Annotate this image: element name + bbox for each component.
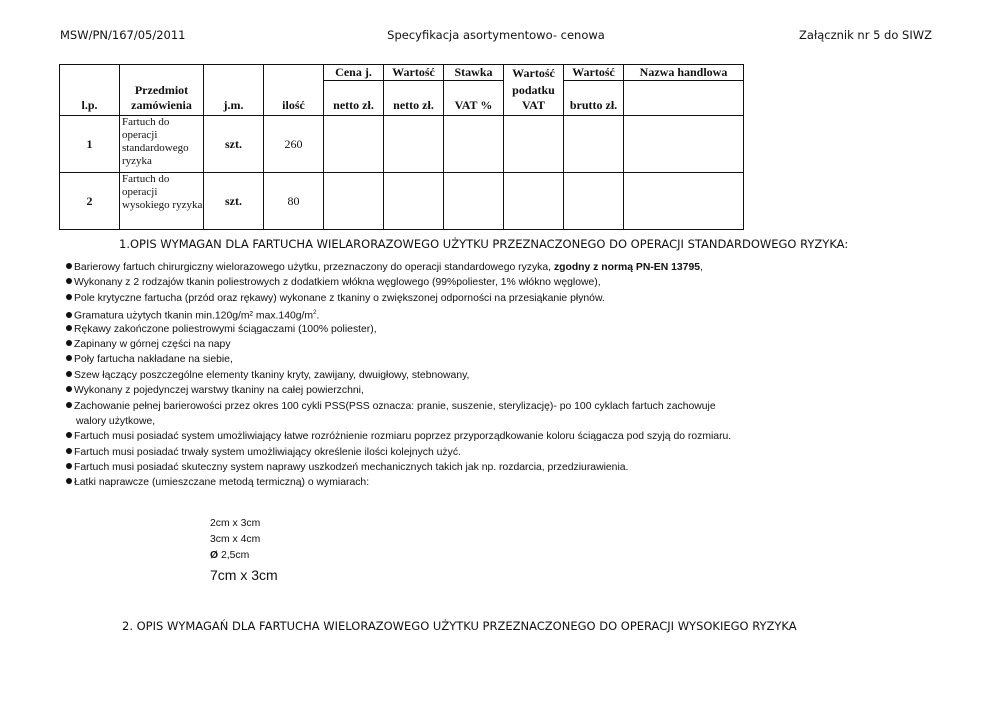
list-item: Szew łączący poszczególne elementy tkaniny kryty, zawijany, dwuigłowy, stebnowany,: [66, 368, 946, 383]
list-item: Gramatura użytych tkanin min.120g/m² $\max.140g/m^2$.: [66, 306, 946, 321]
diameter-icon: Ø: [210, 550, 219, 561]
bullet-icon: [66, 278, 72, 284]
header-vat-value: Wartość: [504, 65, 564, 81]
header-item-top: [120, 65, 204, 81]
patch-size: 2cm x 3cm: [210, 518, 261, 529]
header-net-value-sub: netto zł.: [384, 81, 444, 116]
row-qty: 80: [264, 173, 324, 230]
bullet-icon: [66, 463, 72, 469]
row-qty: 260: [264, 116, 324, 173]
header-trade-name: Nazwa handlowa: [624, 65, 744, 81]
list-item: Rękawy zakończone poliestrowymi ściągaczami (100% poliester),: [66, 322, 946, 337]
table-header-row-bottom: [60, 81, 744, 116]
header-lp: l.p.: [60, 81, 120, 116]
row-trade-name: [624, 116, 744, 173]
header-vat-value-sub: podatku VAT: [504, 81, 564, 116]
patch-size: 3cm x 4cm: [210, 534, 261, 545]
bullet-icon: [66, 386, 72, 392]
header-jm-top: [204, 65, 264, 81]
list-item: Łatki naprawcze (umieszczane metodą termiczną) o wymiarach:: [66, 475, 946, 490]
price-specification-table: [59, 64, 744, 230]
bullet-icon: [66, 355, 72, 361]
bullet-icon: [66, 371, 72, 377]
header-gross-value: Wartość: [564, 65, 624, 81]
list-item: Wykonany z 2 rodzajów tkanin poliestrowych z dodatkiem włókna węglowego (99%poliester, 1% włókno węglowe),: [66, 275, 946, 290]
section-1-title: 1.OPIS WYMAGAN DLA FARTUCHA WIELARORAZOWEGO UŻYTKU PRZEZNACZONEGO DO OPERACJI STANDARDOWEGO RYZYKA:: [119, 237, 849, 251]
patch-size: 7cm x 3cm: [210, 567, 278, 583]
header-item: Przedmiot zamówienia: [120, 81, 204, 116]
row-net-value: [384, 173, 444, 230]
header-vat-rate-sub: VAT %: [444, 81, 504, 116]
row-vat-value: [504, 116, 564, 173]
row-jm: szt.: [204, 173, 264, 230]
bullet-icon: [66, 402, 72, 408]
row-gross-value: [564, 173, 624, 230]
row-item: Fartuch do operacji standardowego ryzyka: [120, 116, 204, 173]
document-title: Specyfikacja asortymentowo- cenowa: [387, 28, 605, 42]
row-vat-rate: [444, 116, 504, 173]
requirements-list: [66, 260, 946, 491]
row-unit-price: [324, 116, 384, 173]
bullet-icon: [66, 294, 72, 300]
list-item: Fartuch musi posiadać skuteczny system naprawy uszkodzeń mechanicznych takich jak np. rozdarcia, przedziurawienia.: [66, 460, 946, 475]
list-item: Zapinany w górnej części na napy: [66, 337, 946, 352]
table-header-row-top: [60, 65, 744, 81]
header-gross-value-sub: brutto zł.: [564, 81, 624, 116]
row-net-value: [384, 116, 444, 173]
header-qty-top: [264, 65, 324, 81]
header-vat-rate: Stawka: [444, 65, 504, 81]
patch-size: Ø 2,5cm: [210, 550, 250, 561]
list-item: Pole krytyczne fartucha (przód oraz rękawy) wykonane z tkaniny o zwiększonej odporności na przesiąkanie płynów.: [66, 291, 946, 306]
list-item: Poły fartucha nakładane na siebie,: [66, 352, 946, 367]
document-reference: MSW/PN/167/05/2011: [60, 28, 186, 42]
header-unit-price: Cena j.: [324, 65, 384, 81]
list-item-continuation: walory użytkowe,: [76, 415, 156, 427]
bullet-icon: [66, 263, 72, 269]
header-lp-top: [60, 65, 120, 81]
list-item: Zachowanie pełnej barierowości przez okres 100 cykli PSS(PSS oznacza: pranie, suszenie, sterylizację)- po 100 cyklach fartuch zachowuje: [66, 399, 946, 414]
list-item: Fartuch musi posiadać trwały system umożliwiający określenie ilości kolejnych użyć.: [66, 445, 946, 460]
list-item: Wykonany z pojedynczej warstwy tkaniny na całej powierzchni,: [66, 383, 946, 398]
row-gross-value: [564, 116, 624, 173]
bullet-icon: [66, 325, 72, 331]
header-qty: ilość: [264, 81, 324, 116]
header-trade-name-sub: [624, 81, 744, 116]
row-trade-name: [624, 173, 744, 230]
bullet-icon: [66, 340, 72, 346]
bullet-icon: [66, 432, 72, 438]
header-jm: j.m.: [204, 81, 264, 116]
row-jm: szt.: [204, 116, 264, 173]
table-row: [60, 116, 744, 173]
section-2-title: 2. OPIS WYMAGAŃ DLA FARTUCHA WIELORAZOWEGO UŻYTKU PRZEZNACZONEGO DO OPERACJI WYSOKIEGO RYZYKA: [122, 619, 797, 633]
table-row: [60, 173, 744, 230]
row-lp: 1: [60, 116, 120, 173]
attachment-label: Załącznik nr 5 do SIWZ: [799, 28, 932, 42]
bullet-icon: [66, 312, 72, 318]
bullet-icon: [66, 478, 72, 484]
row-vat-rate: [444, 173, 504, 230]
row-lp: 2: [60, 173, 120, 230]
bullet-icon: [66, 448, 72, 454]
patch-sizes-list: [210, 516, 278, 585]
header-net-value: Wartość: [384, 65, 444, 81]
list-item: Barierowy fartuch chirurgiczny wielorazowego użytku, przeznaczony do operacji standardowego ryzyka, zgodny z normą PN-EN 13795,: [66, 260, 946, 275]
row-item: Fartuch do operacji wysokiego ryzyka: [120, 173, 204, 230]
row-vat-value: [504, 173, 564, 230]
row-unit-price: [324, 173, 384, 230]
header-unit-price-sub: netto zł.: [324, 81, 384, 116]
list-item: Fartuch musi posiadać system umożliwiający łatwe rozróżnienie rozmiaru poprzez przyporządkowanie koloru ściągacza pod szyją do rozmiaru.: [66, 429, 946, 444]
